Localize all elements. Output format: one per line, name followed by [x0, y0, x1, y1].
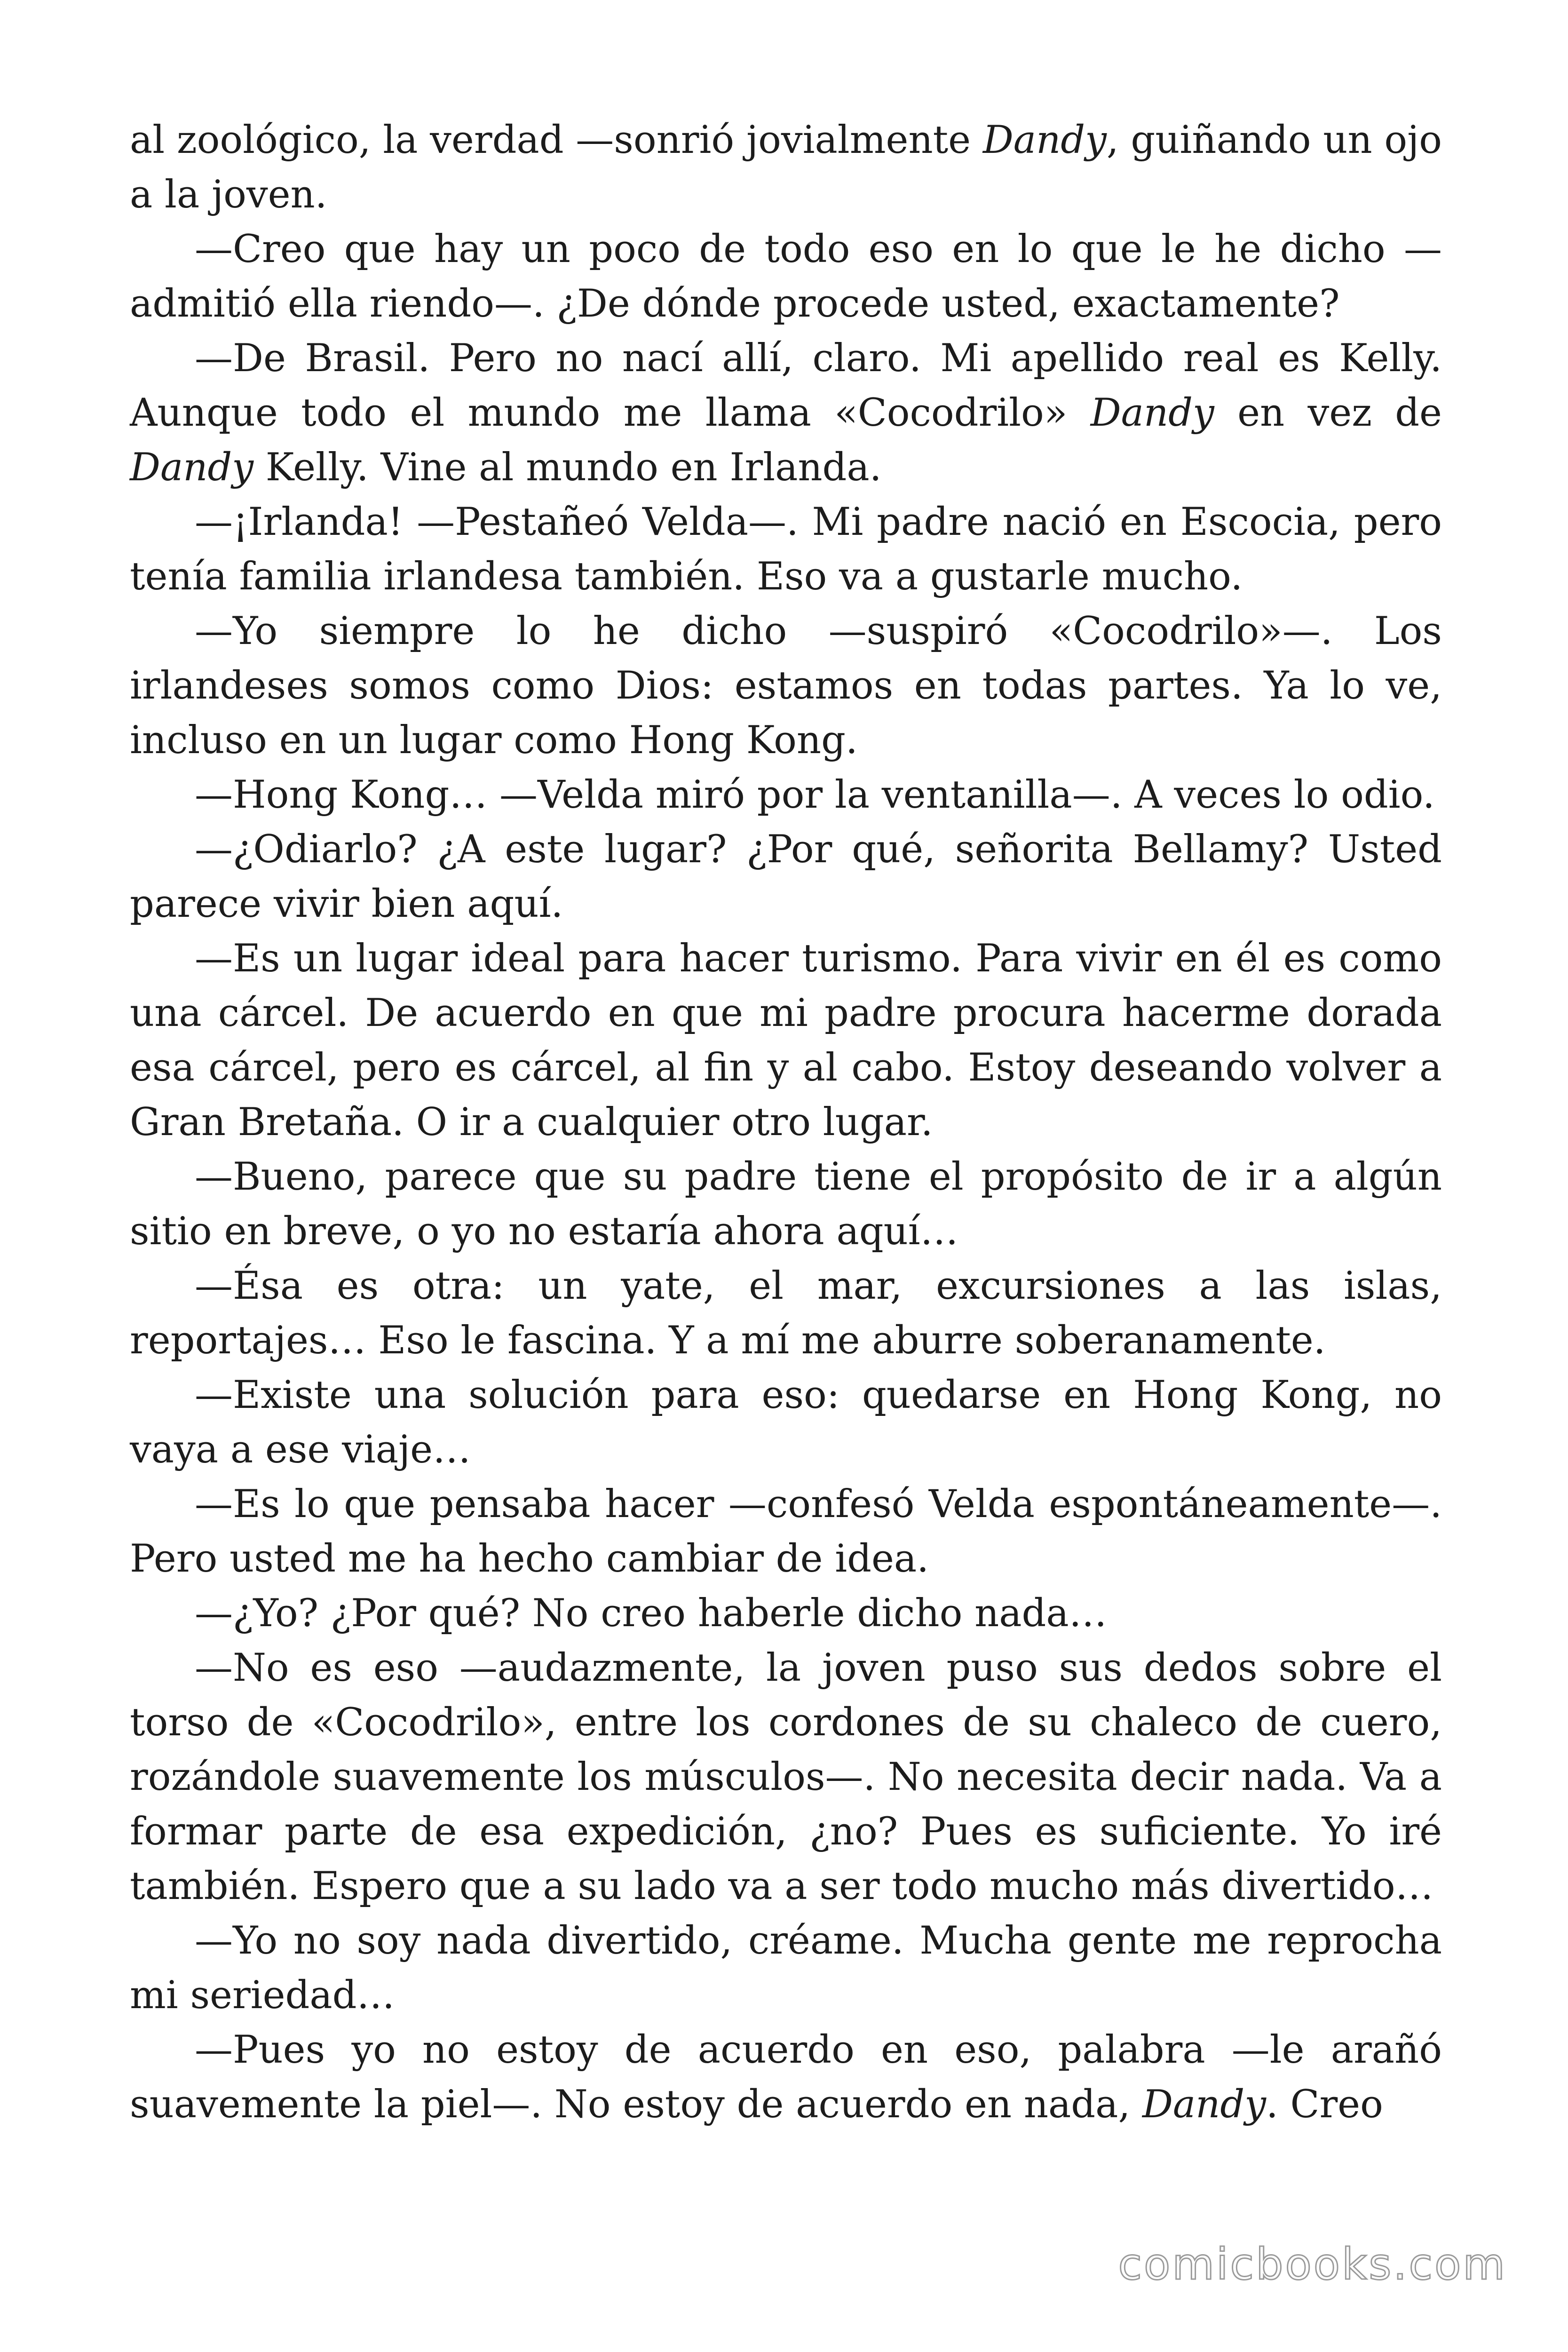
italic-text: Dandy — [130, 445, 254, 490]
text-segment: al zoológico, la verdad —sonrió jovialmente — [130, 118, 983, 162]
paragraph — [130, 495, 1442, 604]
text-segment: Kelly. Vine al mundo en Irlanda. — [253, 445, 882, 490]
paragraph — [130, 113, 1442, 222]
paragraph — [130, 931, 1442, 1150]
text-segment: —Ésa es otra: un yate, el mar, excursiones a las islas, reportajes… Eso le fascina. Y a mí me aburre soberanamente. — [130, 1264, 1442, 1363]
paragraph — [130, 1259, 1442, 1368]
text-segment: —No es eso —audazmente, la joven puso sus dedos sobre el torso de «Cocodrilo», entre los cordones de su chaleco de cuero, rozándole suavemente los músculos—. No necesita decir nada. Va a formar parte de esa expedición, ¿no? Pues es suficiente. Yo iré también. Espero que a su lado va a ser todo mucho más divertido… — [130, 1646, 1442, 1908]
watermark: comicbooks.com — [1118, 2239, 1507, 2289]
paragraph — [130, 822, 1442, 931]
paragraph — [130, 1477, 1442, 1586]
italic-text: Dandy — [1142, 2082, 1266, 2127]
text-segment: —¿Odiarlo? ¿A este lugar? ¿Por qué, señorita Bellamy? Usted parece vivir bien aquí. — [130, 827, 1442, 926]
body-text — [130, 113, 1442, 2132]
paragraph — [130, 1641, 1442, 1914]
text-segment: , guiñando un ojo a la joven. — [130, 118, 1442, 217]
text-segment: —Yo no soy nada divertido, créame. Mucha gente me reprocha mi seriedad… — [130, 1919, 1442, 2018]
text-segment: . Creo — [1266, 2082, 1383, 2127]
text-segment: —Creo que hay un poco de todo eso en lo que le he dicho —admitió ella riendo—. ¿De dónde procede usted, exactamente? — [130, 227, 1442, 326]
paragraph — [130, 768, 1442, 822]
text-segment: —Yo siempre lo he dicho —suspiró «Cocodrilo»—. Los irlandeses somos como Dios: estamos en todas partes. Ya lo ve, incluso en un lugar como Hong Kong. — [130, 609, 1442, 763]
text-segment: en vez de — [1214, 391, 1442, 435]
paragraph — [130, 1914, 1442, 2023]
text-segment: —¿Yo? ¿Por qué? No creo haberle dicho nada… — [195, 1591, 1107, 1636]
italic-text: Dandy — [1090, 391, 1214, 435]
paragraph — [130, 604, 1442, 768]
paragraph — [130, 2023, 1442, 2132]
text-segment: —Es un lugar ideal para hacer turismo. Para vivir en él es como una cárcel. De acuerdo en que mi padre procura hacerme dorada esa cárcel, pero es cárcel, al fin y al cabo. Estoy deseando volver a Gran Bretaña. O ir a cualquier otro lugar. — [130, 937, 1442, 1144]
paragraph — [130, 331, 1442, 495]
text-segment: —De Brasil. Pero no nací allí, claro. Mi apellido real es Kelly. Aunque todo el mundo me llama «Cocodrilo» — [130, 336, 1442, 435]
text-segment: —Bueno, parece que su padre tiene el propósito de ir a algún sitio en breve, o yo no estaría ahora aquí… — [130, 1155, 1442, 1254]
paragraph — [130, 1368, 1442, 1477]
text-segment: —Es lo que pensaba hacer —confesó Velda espontáneamente—. Pero usted me ha hecho cambiar de idea. — [130, 1482, 1442, 1581]
text-segment: —¡Irlanda! —Pestañeó Velda—. Mi padre nació en Escocia, pero tenía familia irlandesa también. Eso va a gustarle mucho. — [130, 500, 1442, 599]
paragraph — [130, 222, 1442, 331]
italic-text: Dandy — [982, 118, 1107, 162]
paragraph — [130, 1150, 1442, 1259]
paragraph — [130, 1586, 1442, 1641]
text-segment: —Pues yo no estoy de acuerdo en eso, palabra —le arañó suavemente la piel—. No estoy de acuerdo en nada, — [130, 2028, 1442, 2127]
text-segment: —Hong Kong… —Velda miró por la ventanilla—. A veces lo odio. — [195, 773, 1435, 817]
text-segment: —Existe una solución para eso: quedarse en Hong Kong, no vaya a ese viaje… — [130, 1373, 1442, 1472]
